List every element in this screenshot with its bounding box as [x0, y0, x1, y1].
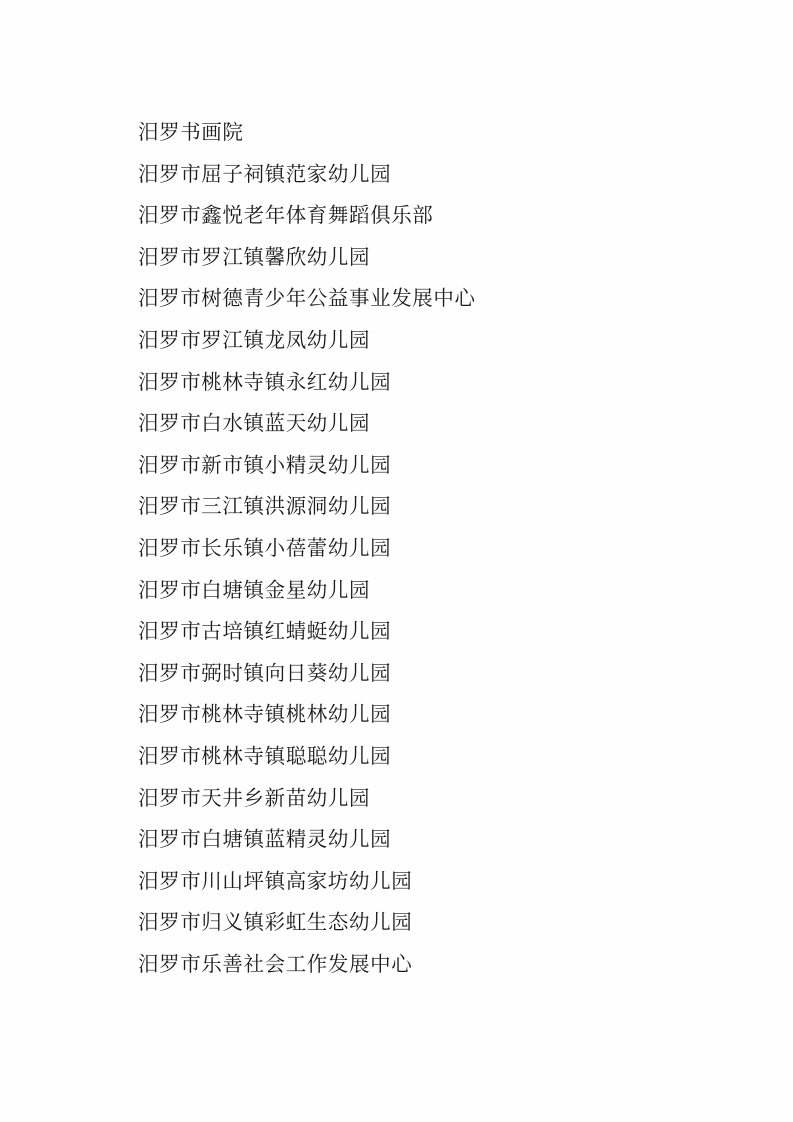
document-line: 汨罗市三江镇洪源洞幼儿园 [138, 494, 392, 519]
document-line: 汨罗市古培镇红蜻蜓幼儿园 [138, 619, 392, 644]
document-line: 汨罗市白塘镇蓝精灵幼儿园 [138, 827, 392, 852]
document-line: 汨罗市乐善社会工作发展中心 [138, 951, 413, 976]
document-line: 汨罗市桃林寺镇聪聪幼儿园 [138, 743, 392, 768]
document-line: 汨罗市白塘镇金星幼儿园 [138, 577, 371, 602]
document-line: 汨罗市归义镇彩虹生态幼儿园 [138, 910, 413, 935]
document-line: 汨罗市白水镇蓝天幼儿园 [138, 411, 371, 436]
document-line: 汨罗市桃林寺镇桃林幼儿园 [138, 702, 392, 727]
document-line: 汨罗市鑫悦老年体育舞蹈俱乐部 [138, 203, 434, 228]
document-line: 汨罗市罗江镇龙凤幼儿园 [138, 327, 371, 352]
document-line: 汨罗书画院 [138, 120, 244, 144]
document-line: 汨罗市弼时镇向日葵幼儿园 [138, 660, 392, 685]
document-line: 汨罗市罗江镇馨欣幼儿园 [138, 244, 371, 269]
document-line: 汨罗市天井乡新苗幼儿园 [138, 785, 371, 810]
document-line: 汨罗市桃林寺镇永红幼儿园 [138, 369, 392, 394]
document-line: 汨罗市川山坪镇高家坊幼儿园 [138, 868, 413, 893]
document-line: 汨罗市新市镇小精灵幼儿园 [138, 452, 392, 477]
document-body [138, 112, 698, 985]
document-line: 汨罗市长乐镇小蓓蕾幼儿园 [138, 535, 392, 560]
document-line: 汨罗市屈子祠镇范家幼儿园 [138, 161, 392, 186]
document-line: 汨罗市树德青少年公益事业发展中心 [138, 286, 476, 311]
